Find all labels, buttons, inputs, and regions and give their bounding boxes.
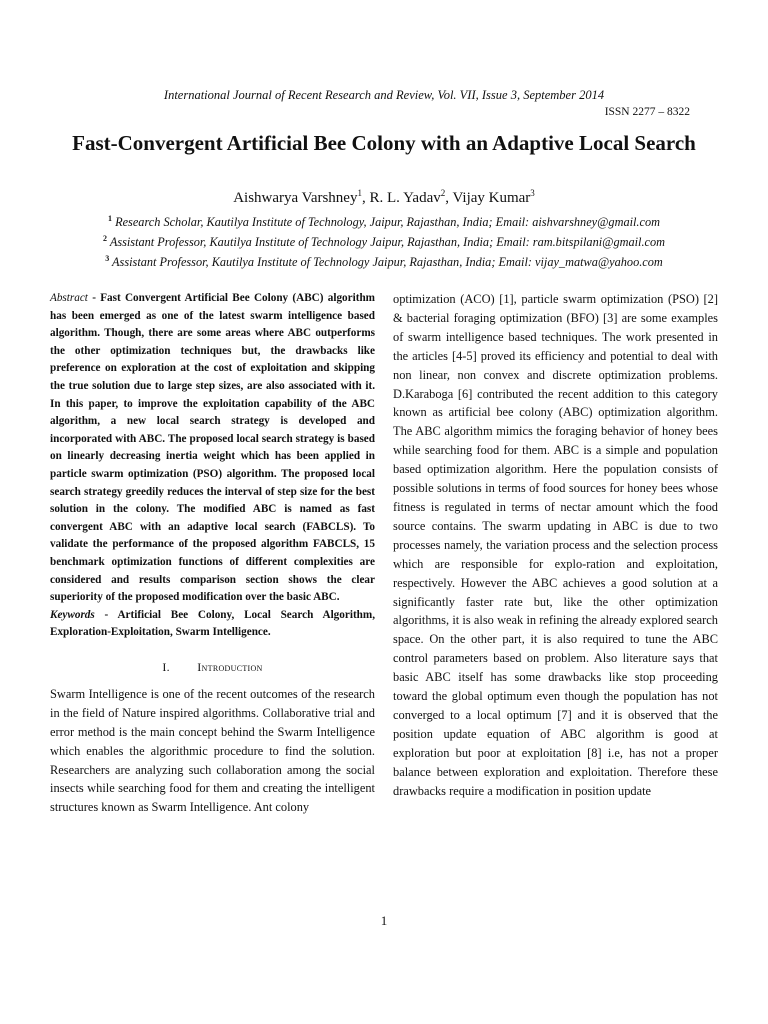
left-column <box>50 290 375 817</box>
author-sup: 2 <box>440 188 446 198</box>
section-number: I. <box>162 659 170 674</box>
right-column <box>393 290 718 800</box>
keywords-text: Artificial Bee Colony, Local Search Algorithm, Exploration-Exploitation, Swarm Intelligence. <box>50 608 376 639</box>
affiliation-sup: 2 <box>102 234 107 243</box>
author-name: Vijay Kumar <box>452 190 531 206</box>
author-sup: 1 <box>357 188 362 198</box>
affiliation-text: Research Scholar, Kautilya Institute of Technology, Jaipur, Rajasthan, India; Email: aishvarshney@gmail.com <box>115 215 660 230</box>
journal-header: International Journal of Recent Research and Review, Vol. VII, Issue 3, September 2014 <box>163 88 605 102</box>
body-paragraph: Swarm Intelligence is one of the recent outcomes of the research in the field of Nature inspired algorithms. Collaborative trial and error method is the main concept behind the Swarm Intelligence which enables the algorithmic procedure to find the solution. Researchers are analyzing such collaboration among the social insects while searching food for them and creating the intelligent structures known as Swarm Intelligence. Ant colony <box>50 686 375 815</box>
author-sup: 3 <box>530 188 535 198</box>
affiliation-text: Assistant Professor, Kautilya Institute of Technology Jaipur, Rajasthan, India; Email: vijay_matwa@yahoo.com <box>112 255 663 270</box>
affiliation-sup: 1 <box>108 214 112 223</box>
page-number: 1 <box>380 913 388 928</box>
abstract-label: Abstract <box>50 292 88 304</box>
author-name: Aishwarya Varshney <box>233 190 358 206</box>
affiliation <box>0 234 768 250</box>
abstract-text: Fast Convergent Artificial Bee Colony (ABC) algorithm has been emerged as one of the latest swarm intelligence based algorithm. Though, there are some areas where ABC outperforms the other optimization techniques but, the drawbacks like preference on exploration at the cost of exploitation and skipping the true solution due to large step sizes, are also associated with it. In this paper, to improve the exploitation capability of the ABC algorithm, a new local search strategy is developed and incorporated with ABC. The proposed local search strategy is based on linearly decreasing inertia weight which has been applied in particle swarm optimization (PSO) algorithm. The proposed local search strategy greedily reduces the interval of step size for the best solution in the colony. The modified ABC is named as fast convergent ABC with an adaptive local search (FABCLS). To validate the performance of the proposed algorithm FABCLS, 15 benchmark optimization functions of different complexities are considered and results comparison section shows the clear superiority of the proposed modification over the basic ABC. <box>50 292 375 604</box>
affiliation-sup: 3 <box>105 254 110 263</box>
keywords-label: Keywords <box>50 608 95 621</box>
affiliation <box>0 254 768 270</box>
affiliation <box>0 214 768 230</box>
paper-title: Fast-Convergent Artificial Bee Colony with an Adaptive Local Search <box>72 131 696 155</box>
keywords: Keywords - Artificial Bee Colony, Local Search Algorithm, Exploration-Exploitation, Swarm Intelligence. <box>50 608 376 639</box>
author-list: Aishwarya Varshney$^1$, R. L. Yadav$^2$, Vijay Kumar$^3$ <box>233 188 535 206</box>
section-title: Introduction <box>197 659 263 674</box>
abstract: Abstract - Fast Convergent Artificial Bee Colony (ABC) algorithm has been emerged as one of the latest swarm intelligence based algorithm. Though, there are some areas where ABC outperforms the other optimization techniques but, the drawbacks like preference on exploration at the cost of exploitation and skipping the true solution due to large step sizes, are also associated with it. In this paper, to improve the exploitation capability of the ABC algorithm, a new local search strategy is developed and incorporated with ABC. The proposed local search strategy is based on linearly decreasing inertia weight which has been applied in particle swarm optimization (PSO) algorithm. The proposed local search strategy greedily reduces the interval of step size for the best solution in the colony. The modified ABC is named as fast convergent ABC with an adaptive local search (FABCLS). To validate the performance of the proposed algorithm FABCLS, 15 benchmark optimization functions of different complexities are considered and results comparison section shows the clear superiority of the proposed modification over the basic ABC. <box>50 292 375 604</box>
affiliation-text: Assistant Professor, Kautilya Institute of Technology Jaipur, Rajasthan, India; Email: ram.bitspilani@gmail.com <box>109 235 666 250</box>
issn: ISSN 2277 – 8322 <box>604 106 690 118</box>
author-name: R. L. Yadav <box>369 190 441 206</box>
section-heading <box>50 660 375 675</box>
body-paragraph: optimization (ACO) [1], particle swarm optimization (PSO) [2] & bacterial foraging optimization (BFO) [3] are some examples of swarm intelligence based techniques. The work presented in the articles [4-5] proved its efficiency and potential to deal with non linear, non convex and discrete optimization problems. D.Karaboga [6] contributed the recent addition to this category known as artificial bee colony (ABC) optimization algorithm. The ABC algorithm mimics the foraging behavior of honey bees while searching food for them. ABC is a simple and population based optimization algorithm. Here the population consists of possible solutions in terms of food sources for honey bees whose fitness is regulated in terms of nectar amount which the food source contains. The swarm updating in ABC is due to two processes namely, the variation process and the selection process which are responsible for explo-ration and exploitation, respectively. However the ABC achieves a good solution at a significantly faster rate but, like the other optimization algorithms, it is also weak in refining the already explored search space. On the other part, it is also required to tune the ABC control parameters based on problem. Also literature says that basic ABC itself has some drawbacks like stop proceeding toward the global optimum even though the population has not converged to a local optimum [7] and it is observed that the position update equation of ABC algorithm is good at exploration but poor at exploitation [8] i.e, has not a proper balance between exploration and exploitation. Therefore these drawbacks require a modification in position update <box>393 292 718 798</box>
